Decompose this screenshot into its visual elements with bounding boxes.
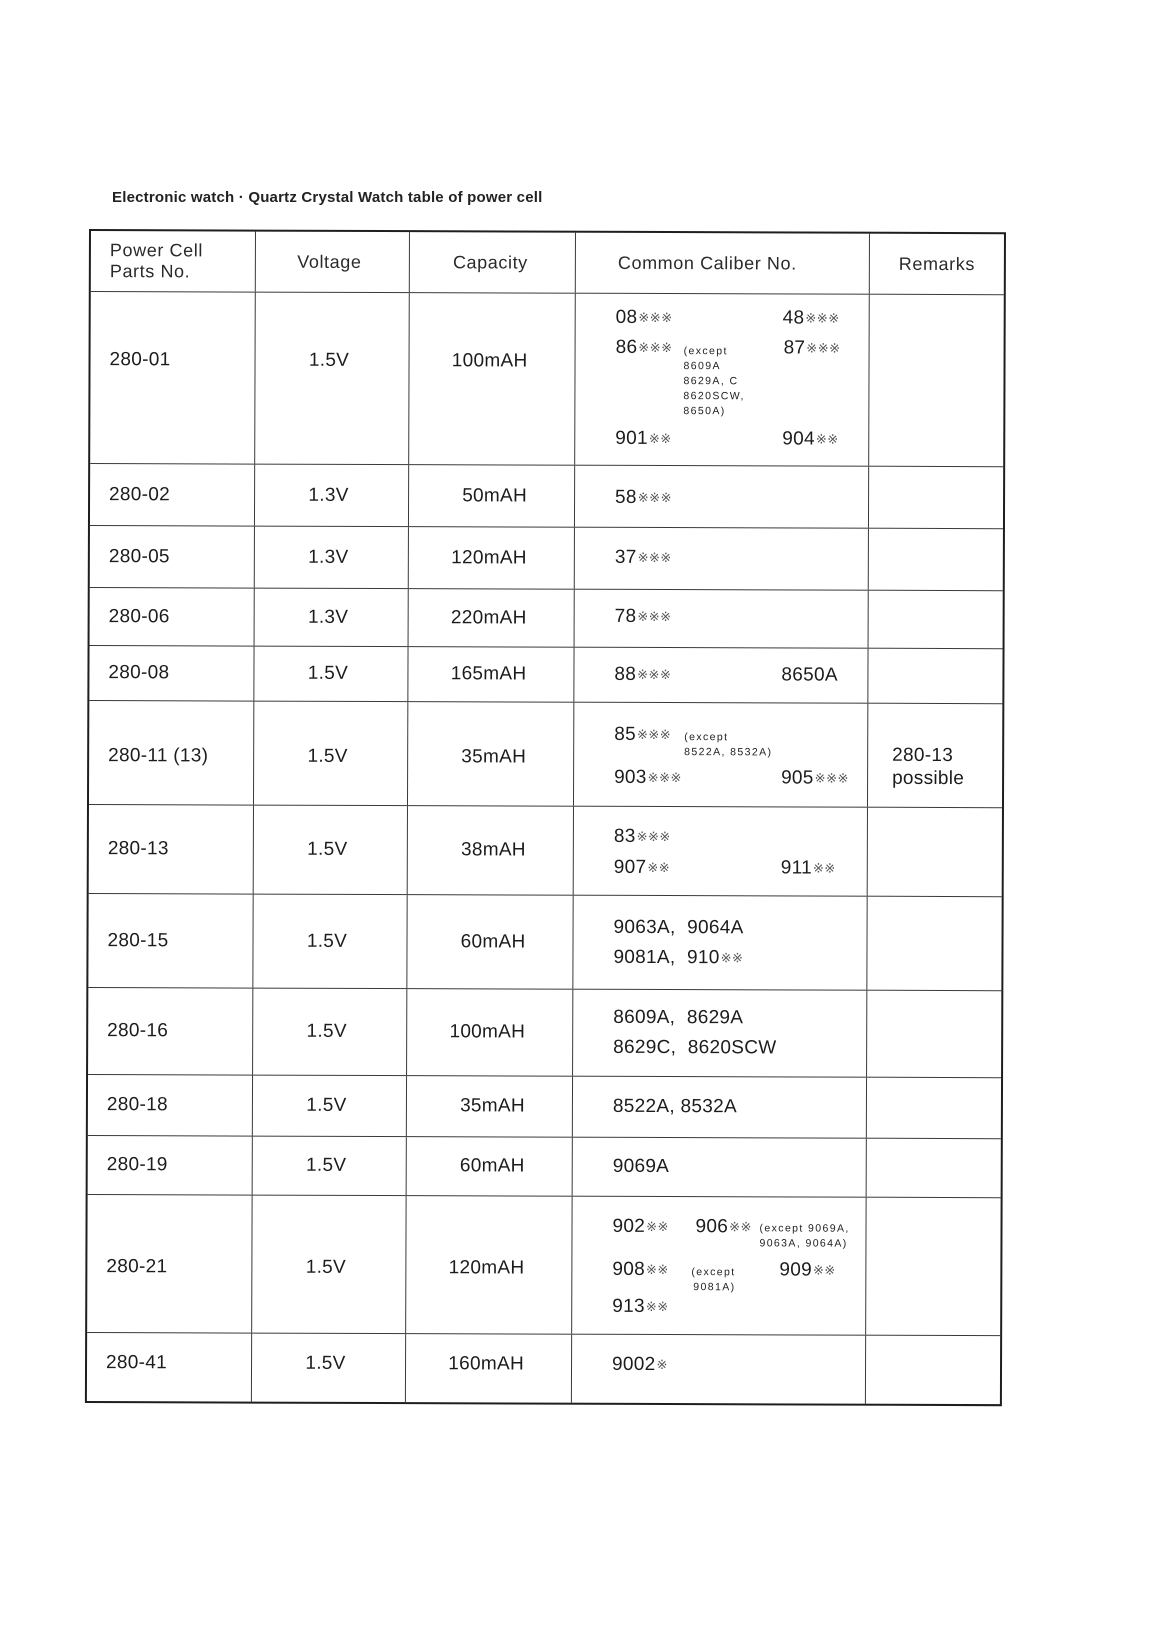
part-no: 280-08: [108, 662, 170, 684]
note-line: 8609A: [683, 360, 721, 373]
caliber-note: [684, 730, 772, 760]
wildcard-mark: ※※※: [637, 667, 672, 684]
voltage: 1.5V: [306, 930, 348, 952]
table-row: [87, 1333, 1000, 1404]
caliber-number: 87: [783, 337, 806, 359]
part-no-cell: [90, 526, 255, 588]
capacity: 38mAH: [460, 839, 526, 861]
part-no-cell: [87, 1333, 252, 1402]
table-header-row: [91, 231, 1004, 295]
capacity: 165mAH: [450, 663, 527, 685]
voltage: 1.5V: [307, 662, 349, 684]
voltage-cell: [255, 527, 409, 589]
caliber-code: [784, 337, 841, 361]
caliber-number: 908: [612, 1258, 646, 1280]
caliber-code: [614, 664, 671, 688]
caliber-cell: [572, 1335, 866, 1404]
note-line: (except 9069A,: [759, 1222, 850, 1235]
caliber-code: [614, 724, 671, 748]
voltage: 1.5V: [306, 1154, 347, 1176]
table-row: [89, 701, 1002, 808]
part-no: 280-16: [107, 1020, 169, 1042]
wildcard-mark: ※※: [812, 1263, 836, 1279]
caliber-number: 903: [614, 766, 647, 788]
caliber-code: [613, 947, 743, 971]
wildcard-mark: ※※※: [805, 311, 840, 327]
voltage: 1.3V: [308, 546, 349, 568]
note-line: 8522A, 8532A): [684, 746, 773, 759]
part-no: 280-19: [106, 1154, 168, 1176]
voltage-cell: [255, 589, 409, 647]
voltage-cell: [253, 1137, 407, 1196]
note-line: 8629A, C: [683, 375, 739, 388]
caliber-number: 9063A, 9064A: [613, 916, 744, 939]
wildcard-mark: ※※※: [636, 727, 672, 744]
caliber-note: [759, 1221, 849, 1251]
remark-line: 280-13: [892, 744, 954, 767]
caliber-code: [614, 826, 671, 850]
voltage-cell: [254, 806, 408, 895]
wildcard-mark: ※※: [645, 1262, 669, 1279]
voltage: 1.3V: [307, 606, 349, 628]
part-no: 280-18: [106, 1094, 168, 1116]
voltage-cell: [255, 465, 409, 527]
table-row: [89, 805, 1002, 897]
caliber-code: [783, 307, 840, 331]
remarks-cell: [868, 808, 1002, 896]
voltage-cell: [253, 895, 407, 989]
capacity: 35mAH: [460, 1095, 525, 1117]
wildcard-mark: ※※: [729, 1220, 752, 1236]
caliber-cell: [575, 294, 870, 466]
caliber-code: [782, 428, 838, 452]
capacity-cell: [408, 647, 574, 702]
part-no-cell: [90, 464, 255, 526]
part-no-cell: [88, 894, 253, 988]
capacity-cell: [408, 806, 574, 895]
capacity-cell: [409, 293, 576, 465]
note-line: (except: [683, 345, 728, 358]
caliber-code: [613, 1096, 737, 1118]
caliber-number: 8650A: [781, 664, 838, 686]
part-no: 280-02: [109, 483, 171, 505]
part-no-cell: [88, 1136, 253, 1195]
voltage: 1.5V: [307, 838, 348, 860]
table-row: [90, 464, 1003, 529]
part-no: 280-05: [108, 545, 170, 567]
caliber-number: 907: [613, 856, 647, 878]
caliber-code: [612, 1216, 668, 1240]
remarks-cell: [869, 467, 1003, 528]
remarks-cell: [869, 529, 1003, 590]
capacity: 120mAH: [451, 546, 527, 569]
power-cell-table: [85, 229, 1006, 1406]
part-no-cell: [90, 292, 256, 464]
caliber-code: [612, 1259, 668, 1283]
capacity-cell: [407, 1137, 573, 1196]
caliber-code: [613, 1156, 670, 1178]
voltage: 1.3V: [308, 484, 349, 506]
wildcard-mark: ※※※: [637, 609, 672, 626]
voltage-cell: [253, 1076, 407, 1137]
caliber-number: 83: [613, 825, 636, 847]
caliber-code: [779, 1259, 835, 1283]
remarks-cell: [869, 591, 1003, 648]
caliber-code: [781, 857, 836, 881]
caliber-cell: [575, 528, 869, 590]
capacity-cell: [407, 1076, 573, 1137]
wildcard-mark: ※※※: [638, 310, 673, 327]
table-row: [90, 588, 1003, 649]
wildcard-mark: ※※※: [636, 829, 671, 846]
capacity-cell: [409, 465, 575, 527]
capacity: 160mAH: [448, 1353, 525, 1375]
part-no: 280-41: [106, 1352, 168, 1374]
caliber-code: [614, 917, 744, 939]
caliber-cell: [574, 648, 868, 703]
note-line: 9081A): [693, 1281, 736, 1294]
wildcard-mark: ※※: [812, 861, 836, 877]
wildcard-mark: ※※※: [637, 550, 672, 567]
voltage-cell: [252, 1196, 406, 1334]
part-no: 280-01: [109, 349, 171, 371]
wildcard-mark: ※※※: [647, 770, 682, 787]
caliber-number: 911: [780, 857, 813, 879]
capacity: 120mAH: [448, 1256, 525, 1279]
wildcard-mark: ※※: [647, 860, 671, 877]
caliber-number: 8522A, 8532A: [612, 1095, 738, 1118]
header-voltage: Voltage: [256, 232, 410, 293]
caliber-number: 86: [615, 336, 638, 358]
table-row: [88, 988, 1001, 1078]
caliber-cell: [573, 896, 867, 990]
header-part-no-line: Power Cell: [109, 240, 203, 261]
caliber-code: [616, 337, 673, 361]
voltage-cell: [253, 989, 407, 1076]
caliber-number: 78: [614, 605, 637, 627]
wildcard-mark: ※※※: [806, 341, 841, 357]
caliber-cell: [574, 807, 868, 896]
caliber-number: 905: [781, 767, 814, 789]
capacity-cell: [407, 989, 573, 1076]
remark-text: [892, 744, 964, 790]
capacity-cell: [409, 589, 575, 647]
voltage: 1.5V: [306, 1020, 347, 1042]
part-no: 280-06: [108, 605, 170, 627]
caliber-number: 904: [782, 428, 815, 450]
remarks-cell: [869, 295, 1004, 466]
caliber-code: [781, 664, 838, 686]
capacity: 60mAH: [460, 930, 526, 953]
capacity-cell: [406, 1334, 572, 1403]
voltage-cell: [255, 293, 410, 465]
caliber-number: 88: [614, 663, 637, 685]
header-part-no: [91, 231, 256, 292]
remarks-cell: [866, 1198, 1000, 1335]
wildcard-mark: ※※※: [638, 340, 673, 357]
table-row: [88, 1136, 1001, 1198]
caliber-number: 9002: [612, 1353, 656, 1375]
remarks-cell: [866, 1336, 1000, 1404]
caliber-code: [695, 1216, 751, 1240]
caliber-cell: [573, 1138, 867, 1197]
caliber-number: 8629C, 8620SCW: [613, 1036, 777, 1059]
caliber-number: 37: [614, 546, 637, 568]
wildcard-mark: ※※: [645, 1299, 669, 1316]
note-line: (except: [684, 731, 729, 744]
wildcard-mark: ※※: [815, 432, 839, 448]
caliber-number: 9069A: [612, 1155, 670, 1178]
capacity: 60mAH: [459, 1155, 525, 1177]
part-no-cell: [89, 646, 254, 701]
caliber-number: 58: [615, 486, 637, 508]
caliber-cell: [573, 990, 867, 1077]
capacity-cell: [409, 527, 575, 589]
part-no-cell: [87, 1195, 252, 1333]
note-line: 9063A, 9064A): [759, 1237, 848, 1250]
header-caliber: Common Caliber No.: [576, 233, 870, 294]
part-no: 280-15: [107, 929, 169, 951]
remarks-cell: [867, 1078, 1001, 1138]
caliber-cell: [574, 703, 868, 807]
part-no: 280-13: [107, 838, 169, 860]
part-no-cell: [89, 805, 254, 894]
header-part-no-line: Parts No.: [109, 261, 191, 282]
note-line: (except: [691, 1266, 736, 1279]
wildcard-mark: ※※※: [637, 490, 673, 507]
wildcard-mark: ※※: [720, 951, 744, 967]
caliber-number: 08: [615, 306, 638, 328]
voltage: 1.5V: [307, 745, 348, 767]
wildcard-mark: ※※: [646, 1219, 669, 1236]
header-remarks: Remarks: [898, 253, 976, 274]
part-no: 280-11 (13): [108, 744, 209, 766]
remarks-cell: [867, 991, 1001, 1077]
wildcard-mark: ※: [656, 1357, 668, 1374]
caliber-code: [613, 1037, 776, 1060]
caliber-code: [615, 606, 672, 630]
caliber-code: [613, 1007, 743, 1029]
caliber-cell: [575, 590, 869, 648]
header-capacity: Capacity: [410, 232, 576, 293]
table-row: [90, 292, 1004, 467]
caliber-code: [615, 428, 671, 452]
caliber-code: [616, 307, 673, 331]
voltage: 1.5V: [305, 1256, 347, 1278]
caliber-cell: [573, 1077, 867, 1138]
capacity: 220mAH: [450, 606, 527, 629]
part-no-cell: [88, 988, 253, 1075]
voltage-cell: [254, 702, 408, 806]
caliber-code: [781, 767, 849, 791]
capacity-cell: [407, 895, 573, 989]
caliber-code: [615, 547, 672, 571]
caliber-code: [612, 1354, 668, 1378]
caliber-number: 901: [615, 427, 648, 449]
voltage-cell: [254, 647, 408, 702]
part-no-cell: [89, 701, 254, 805]
remarks-cell: [868, 704, 1002, 807]
caliber-number: 48: [782, 307, 805, 329]
note-line: 8650A): [683, 405, 726, 418]
wildcard-mark: ※※: [648, 431, 672, 448]
caliber-code: [614, 857, 670, 881]
caliber-number: 906: [695, 1216, 729, 1238]
capacity: 35mAH: [461, 745, 527, 768]
voltage: 1.5V: [306, 1094, 347, 1116]
part-no-cell: [88, 1075, 253, 1136]
table-row: [89, 646, 1002, 704]
caliber-cell: [575, 466, 869, 528]
table-row: [90, 526, 1003, 591]
table-row: [88, 894, 1001, 991]
caliber-number: 913: [612, 1295, 645, 1317]
part-no: 280-21: [106, 1255, 168, 1277]
wildcard-mark: ※※※: [814, 771, 849, 787]
caliber-number: 902: [612, 1215, 646, 1237]
caliber-note: [683, 344, 745, 419]
caliber-number: 85: [614, 723, 637, 745]
capacity-cell: [406, 1196, 572, 1334]
table-row: [88, 1075, 1001, 1139]
caliber-code: [614, 767, 682, 791]
remarks-cell: [867, 897, 1001, 990]
remark-line: possible: [892, 767, 965, 790]
voltage: 1.5V: [308, 349, 350, 371]
caliber-code: [612, 1296, 668, 1320]
caliber-number: 9081A, 910: [613, 946, 720, 969]
voltage: 1.5V: [305, 1352, 346, 1374]
caliber-note: [691, 1265, 735, 1295]
voltage-cell: [252, 1334, 406, 1403]
page-title: Electronic watch · Quartz Crystal Watch table of power cell: [112, 189, 543, 206]
capacity: 100mAH: [449, 1021, 526, 1043]
caliber-number: 8609A, 8629A: [613, 1006, 744, 1029]
remarks-cell: [868, 649, 1002, 703]
capacity: 50mAH: [462, 484, 528, 507]
capacity-cell: [408, 702, 574, 806]
caliber-code: [615, 487, 672, 511]
remarks-cell: [867, 1139, 1001, 1197]
caliber-number: 909: [779, 1259, 813, 1281]
part-no-cell: [90, 588, 255, 646]
table-row: [87, 1195, 1000, 1336]
note-line: 8620SCW,: [683, 390, 745, 403]
capacity: 100mAH: [451, 350, 528, 372]
caliber-cell: [572, 1197, 866, 1335]
